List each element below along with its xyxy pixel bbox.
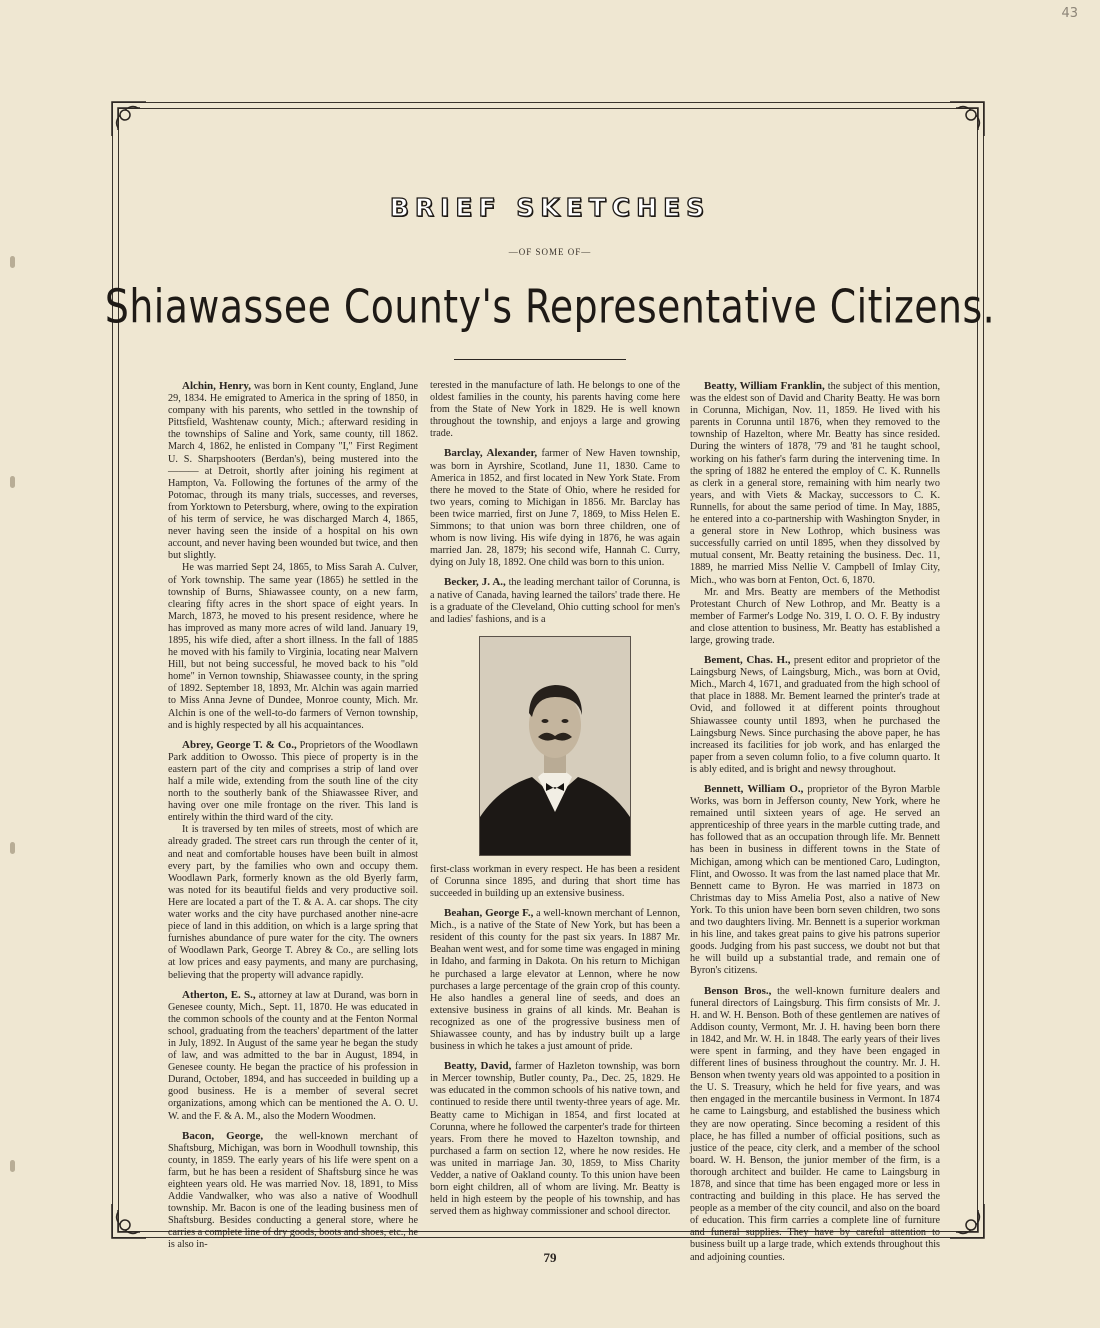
paragraph-text: a well-known merchant of Lennon, Mich., is a native of the State of New York, but has been a resident of this county for the past six years. In 1887 Mr. Beahan went west, and for some time was engaged in mining in Idaho, and farming in Dakota. On his return to Michigan he purchased a large elevator at Lennon, where he now purchases a large percentage of the grain crop of this county. He also handles a general line of seeds, and does an extensive business in grains of all kinds. Mr. Beahan is recognized as one of the progressive business men of Shiawassee county, and has by industry built up a large business in which he takes a just amount of pride. bbox=[430, 908, 680, 1053]
biography-paragraph bbox=[168, 739, 418, 825]
paragraph-text: the well-known merchant of Shaftsburg, Michigan, was born in Woodhull township, this county, in 1859. The early years of his life were spent on a farm, but he has been a resident of Shaftsburg since he was eighteen years old. He was married Nov. 18, 1891, to Miss Addie Vandwalker, who was also a native of Woodhull township. Mr. Bacon is one of the leading business men of Shaftsburg. Besides conducting a general store, where he carries a complete line of dry goods, boots and shoes, etc., he is also in- bbox=[168, 1130, 418, 1251]
biography-entry bbox=[690, 380, 940, 647]
paragraph-text: was born in Kent county, England, June 29, 1834. He emigrated to America in the spring of 1850, in company with his parents, who settled in the township of Pittsfield, Washtenaw county, Mich.; afterward residing in the townships of Saline and York, same county, till 1862. March 4, 1862, he enlisted in Company "I," First Regiment U. S. Sharpshooters (Berdan's), being mustered into the ——— at Detroit, shortly after joining his regiment at Hampton, Va. Following the fortunes of the army of the Potomac, through its many trials, successes, and reverses, from Yorktown to Petersburg, where, owing to the expiration of his term of service, he was discharged March 4, 1865, never having seen the inside of a hospital on his own account, and never having been wounded but twice, and then but slightly. bbox=[168, 381, 418, 562]
biography-entry bbox=[690, 985, 940, 1264]
binding-hole bbox=[10, 256, 15, 268]
paragraph-text: the subject of this mention, was the eldest son of David and Charity Beatty. He was born in Corunna, Michigan, Nov. 11, 1859. He lived with his parents in Corunna until 1876, when they removed to the township of Hazelton, where Mr. Beatty has since resided. During the winters of 1878, '79 and '81 he taught school, working on his father's farm during the intervening time. In the spring of 1882 he entered the employ of C. K. Runnells as clerk in a general store, remaining with him nearly two years, and with Viets & Mackay, successors to C. K. Runnells, for about the same period of time. In May, 1885, he entered into a co-partnership with Washington Snyder, in a general store in New Lothrop, which business was successfully carried on until 1895, when they dissolved by mutual consent, Mr. Beatty retaining the business. Dec. 11, 1889, he married Miss Nellie V. Campbell of Imlay City, Mich., who was born at Fenton, Oct. 6, 1870. bbox=[690, 381, 941, 586]
paragraph-text: present editor and proprietor of the Laingsburg News, of Laingsburg, Mich., was born at Ovid, Mich., March 4, 1671, and graduated from the high school of that place in 1888. Mr. Bement learned the printer's trade at Ovid, and followed it at different points throughout Shiawassee county until 1893, when he purchased the Laingsburg News. Since purchasing the above paper, he has increased its facilities for job work, and has enlarged the paper from a seven column folio, to a five column quarto. It is ably edited, and is bright and newsy throughout. bbox=[690, 655, 940, 775]
biography-paragraph bbox=[168, 824, 418, 981]
citizen-name: Barclay, Alexander, bbox=[444, 447, 538, 460]
paragraph-text: He was married Sept 24, 1865, to Miss Sarah A. Culver, of York township. The same year (1865) he settled in the township of Burns, Shiawassee county, on a new farm, clearing fifty acres in the short space of eight years. In March, 1873, he moved to his present residence, where he has improved as many more acres of wild land. January 19, 1895, his wife died, after a short illness. In the fall of 1885 he moved with his family to Virginia, locating near Malvern Hill, but not being successful, he moved back to his "old home" in Vernon township, Shiawassee county, in the spring of 1892. September 18, 1893, Mr. Alchin was again married to Miss Anna Jevne of Dundee, Monroe county, Mich. Mr. Alchin is one of the well-to-do farmers of Vernon township, and is highly respected by all his acquaintances. bbox=[168, 562, 418, 731]
citizen-name: Bacon, George, bbox=[182, 1129, 264, 1142]
biography-paragraph bbox=[690, 380, 940, 587]
citizen-name: Abrey, George T. & Co., bbox=[182, 738, 297, 751]
biography-entry bbox=[168, 989, 418, 1123]
biography-paragraph bbox=[690, 587, 940, 647]
biography-paragraph bbox=[168, 989, 418, 1123]
biography-paragraph bbox=[430, 907, 680, 1053]
text-column-3 bbox=[690, 380, 940, 1271]
biography-entry bbox=[168, 739, 418, 982]
portrait-photo bbox=[479, 636, 631, 856]
corner-ornament-icon bbox=[948, 1202, 986, 1240]
citizen-name: Benson Bros., bbox=[704, 984, 772, 997]
citizen-name: Alchin, Henry, bbox=[182, 380, 252, 392]
citizen-name: Becker, J. A., bbox=[444, 576, 506, 589]
corner-ornament-icon bbox=[948, 100, 986, 138]
biography-paragraph bbox=[690, 654, 940, 776]
biography-paragraph bbox=[430, 864, 680, 900]
biography-paragraph bbox=[690, 783, 940, 978]
biography-entry bbox=[168, 380, 418, 732]
biography-entry bbox=[430, 1060, 680, 1218]
biography-paragraph bbox=[168, 380, 418, 562]
biography-paragraph bbox=[168, 562, 418, 731]
paragraph-text: Mr. and Mrs. Beatty are members of the Methodist Protestant Church of New Lothrop, and Mr. Beatty is a member of Farmer's Lodge No. 319, I. O. O. F. By industry and close attention to business, Mr. Beatty has established a large, growing trade. bbox=[690, 586, 940, 646]
main-heading: Shiawassee County's Representative Citizens. bbox=[104, 279, 996, 334]
biography-entry bbox=[430, 907, 680, 1053]
citizen-name: Bennett, William O., bbox=[704, 783, 804, 795]
biography-entry bbox=[168, 1130, 418, 1252]
page-number: 79 bbox=[543, 1250, 557, 1265]
paragraph-text: terested in the manufacture of lath. He belongs to one of the oldest families in the county, his parents having come here from the State of New York in 1829. He is well known throughout the township, and enjoys a large and growing trade. bbox=[430, 380, 680, 440]
biography-paragraph bbox=[430, 447, 680, 569]
biography-entry bbox=[690, 654, 940, 776]
paragraph-text: farmer of Hazleton township, was born in Mercer township, Butler county, Pa., Dec. 25, 1829. He was educated in the common schools of his native town, and continued to reside there until twenty-three years of age. Mr. Beatty came to Michigan in 1854, and first located at Corunna, where he followed the carpenter's trade for thirteen years. From there he moved to Hazelton township, and purchased a farm on section 12, where he now resides. He was united in marriage Jan. 30, 1859, to Miss Charity Vedder, a native of Oakland county. To this union have been born eight children, all of whom are living. Mr. Beatty is held in high esteem by the people of his township, and has served them as highway commissioner and school director. bbox=[430, 1061, 681, 1218]
corner-ornament-icon bbox=[110, 1202, 148, 1240]
paragraph-text: farmer of New Haven township, was born in Ayrshire, Scotland, June 11, 1830. Came to America in 1852, and first located in New York State. From there he moved to the State of Ohio, where he resided for two years, coming to Michigan in 1856. Mr. Barclay has been twice married, first on June 7, 1869, to Miss Helen E. Simmons; to that union was born three children, one of whom is now living. His wife dying in 1876, he was again married Jan. 28, 1879; his second wife, Hannah C. Curry, dying on July 18, 1892. One child was born to this union. bbox=[430, 448, 680, 569]
corner-mark: 43 bbox=[1061, 6, 1078, 21]
paragraph-text: proprietor of the Byron Marble Works, was born in Jefferson county, New York, where he remained until sixteen years of age. He served an apprenticeship of three years in the marble cutting trade, and has followed that as an occupation through life. Mr. Bennett has been in business in different towns in the State of Michigan, among which can be mentioned Caro, Ludington, Flint, and Owosso. It was from the last named place that Mr. Bennett came to Byron. He was married in 1873 on Christmas day to Miss Amelia Post, also a native of New York. To this union have been born seven children, two sons and two daughters living. Mr. Bennett is a superior workman in his line, and takes great pains to give his patrons superior goods. Judging from his past success, we doubt not but that he will build up a substantial trade, and remain one of Byron's citizens. bbox=[690, 784, 940, 977]
biography-entry bbox=[430, 380, 680, 440]
page-title: BRIEF SKETCHES bbox=[389, 193, 711, 222]
paragraph-text: attorney at law at Durand, was born in Genesee county, Mich., Sept. 11, 1870. He was educated in the common schools of the county and at the Fenton Normal school, graduating from the teachers' department of the latter in July, 1892. In August of the same year he began the study of law, and was admitted to the bar in August, 1894, in Genesee county. He began the practice of his profession in Durand, October, 1894, and has succeeded in building up a good business. He is a member of several secret organizations, among which can be mentioned the A. O. U. W. and the F. & A. M., also the Modern Woodmen. bbox=[168, 989, 418, 1122]
biography-entry bbox=[430, 447, 680, 569]
citizen-name: Beahan, George F., bbox=[444, 907, 534, 920]
paragraph-text: first-class workman in every respect. He has been a resident of Corunna since 1895, and during that short time has succeeded in building up an extensive business. bbox=[430, 863, 680, 899]
title-divider bbox=[454, 359, 626, 360]
binding-hole bbox=[10, 476, 15, 488]
binding-hole bbox=[10, 1160, 15, 1172]
text-column-1 bbox=[168, 380, 418, 1259]
citizen-name: Bement, Chas. H., bbox=[704, 654, 791, 667]
paragraph-text: the well-known furniture dealers and funeral directors of Laingsburg. This firm consists of Mr. J. H. and W. H. Benson. Both of these gentlemen are natives of Addison county, Vermont, Mr. J. H. having been born there in 1842, and Mr. W. H. in 1848. The early years of their lives were spent in farming, and they have been engaged in different lines of business throughout the country. Mr. J. H. Benson when twenty years old was appointed to a position in the U. S. Treasury, which he held for five years, and was then engaged in the mercantile business in Vermont. In 1874 he came to Laingsburg, and established the business which they are now operating. Since becoming a resident of this place, he has filled a number of official positions, such as justice of the peace, city clerk, and a member of the school board. W. H. Benson, the junior member of the firm, is a thorough architect and builder. He came to Laingsburg in 1878, and since that time has been engaged more or less in contracting and building in this place. He has served the people as a member of the city council, and also on the board of education. This firm carries a complete line of furniture and funeral supplies. They have by careful attention to business built up a large trade, which extends throughout this and adjoining counties. bbox=[690, 985, 940, 1263]
biography-paragraph bbox=[430, 380, 680, 440]
citizen-name: Beatty, William Franklin, bbox=[704, 380, 825, 392]
biography-paragraph bbox=[168, 1130, 418, 1252]
paragraph-text: Proprietors of the Woodlawn Park addition to Owosso. This piece of property is in the eastern part of the city and comprises a strip of land over half a mile wide, extending from the south line of the city north to the southerly bank of the Shiawassee River, and having over one mile frontage on the river. This land is entirely within the third ward of the city. bbox=[168, 739, 418, 824]
page-subtitle: —OF SOME OF— bbox=[508, 247, 592, 257]
paragraph-text: It is traversed by ten miles of streets, most of which are already graded. The street cars run through the center of it, and neat and comfortable houses have been built in almost every part, by the families who own and occupy them. Woodlawn Park, formerly known as the old Byerly farm, was noted for its beautiful fields and very productive soil. Here are located a part of the T. & A. A. car shops. The city water works and the city have purchased another nine-acre piece of land in this addition, on which is a large spring that furnishes abundance of pure water for the city. The owners of Woodlawn Park, George T. Abrey & Co., are selling lots at low prices and easy payments, and many are purchasing, believing that the property will advance rapidly. bbox=[168, 824, 418, 981]
corner-ornament-icon bbox=[110, 100, 148, 138]
citizen-name: Beatty, David, bbox=[444, 1060, 512, 1073]
biography-paragraph bbox=[690, 985, 940, 1264]
biography-entry bbox=[430, 576, 680, 625]
paragraph-text: the leading merchant tailor of Corunna, is a native of Canada, having learned the tailors' trade there. He is a graduate of the Cleveland, Ohio cutting school for men's and ladies' fashions, and is a bbox=[430, 577, 680, 625]
biography-entry bbox=[690, 783, 940, 978]
binding-hole bbox=[10, 842, 15, 854]
biography-entry bbox=[430, 864, 680, 900]
citizen-name: Atherton, E. S., bbox=[182, 988, 256, 1001]
biography-paragraph bbox=[430, 1060, 680, 1218]
text-column-2 bbox=[430, 380, 680, 1225]
biography-paragraph bbox=[430, 576, 680, 625]
